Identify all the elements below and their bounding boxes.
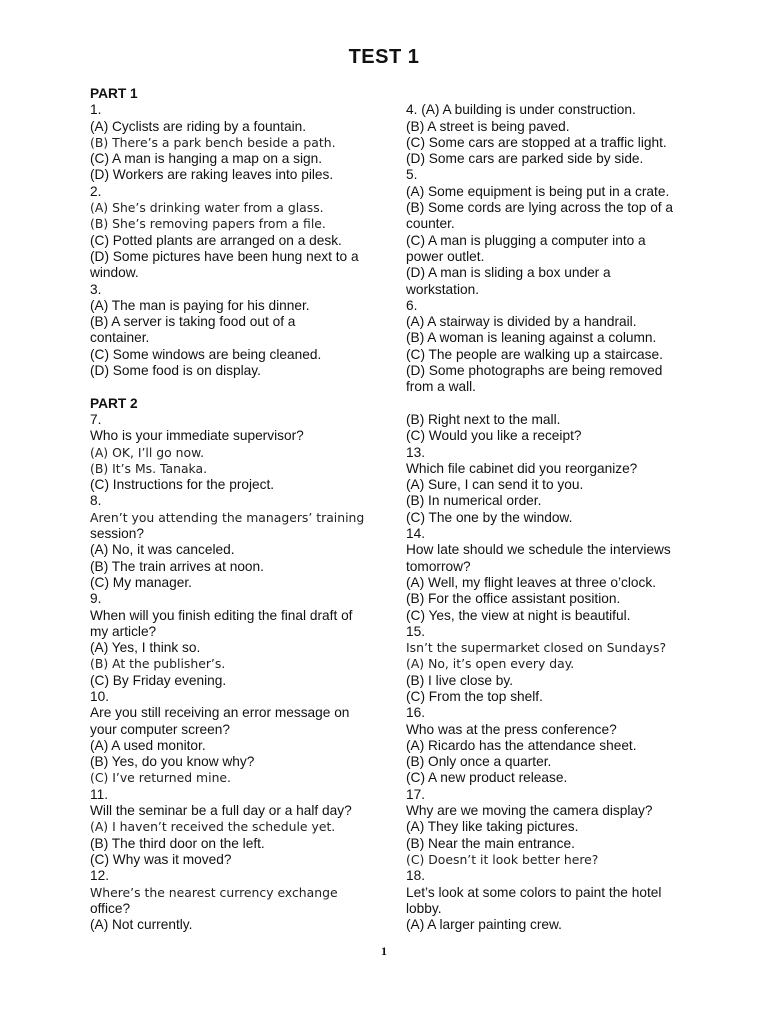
text-line: (C) A man is hanging a map on a sign. [90,151,323,167]
text-line: Aren’t you attending the managers’ training [90,509,365,525]
text-line: 12. [90,868,110,884]
text-line: 16. [406,705,426,721]
text-line: 10. [90,688,110,704]
text-line: (D) Workers are raking leaves into piles. [90,167,334,183]
text-line: (A) They like taking pictures. [406,819,579,835]
text-line: Where’s the nearest currency exchange [90,884,338,900]
text-line: (B) For the office assistant position. [406,591,621,607]
text-line: (B) I live close by. [406,672,513,688]
text-line: Who was at the press conference? [406,721,617,737]
text-line: (B) At the publisher’s. [90,656,226,672]
text-line: 8. [90,493,102,509]
text-line: (B) Near the main entrance. [406,835,575,851]
text-line: (C) The people are walking up a staircase. [406,346,663,362]
text-line: (B) She’s removing papers from a file. [90,216,326,232]
section-heading: PART 1 [90,86,138,101]
text-line: (A) Cyclists are riding by a fountain. [90,118,307,134]
text-line: (D) Some food is on display. [90,363,261,379]
text-line: (A) A stairway is divided by a handrail. [406,314,637,330]
text-line: Isn’t the supermarket closed on Sundays? [406,640,667,656]
text-line: (B) There’s a park bench beside a path. [90,134,336,150]
text-line: your computer screen? [90,721,230,737]
text-line: office? [90,900,131,916]
text-line: 4. (A) A building is under construction. [406,102,636,118]
text-line: (B) Yes, do you know why? [90,754,255,770]
text-line: (C) A man is plugging a computer into a [406,232,646,248]
text-line: Will the seminar be a full day or a half day? [90,803,352,819]
text-line: (A) A used monitor. [90,737,206,753]
text-line: (C) By Friday evening. [90,672,227,688]
text-line: power outlet. [406,248,485,264]
text-line: (C) Would you like a receipt? [406,428,582,444]
text-line: (B) In numerical order. [406,493,542,509]
text-line: (D) Some cars are parked side by side. [406,151,644,167]
text-line: Are you still receiving an error message on [90,705,350,721]
text-line: (A) Sure, I can send it to you. [406,477,584,493]
text-line: (D) Some photographs are being removed [406,363,663,379]
text-line: Which file cabinet did you reorganize? [406,460,638,476]
text-line: (C) Potted plants are arranged on a desk. [90,232,342,248]
text-line: from a wall. [406,379,476,395]
text-line: 14. [406,526,426,542]
text-line: (C) My manager. [90,574,192,590]
text-line: (B) The train arrives at noon. [90,558,264,574]
text-line: 2. [90,183,102,199]
text-line: (C) The one by the window. [406,509,573,525]
section-heading: PART 2 [90,395,138,411]
text-line: 3. [90,281,102,297]
text-line: 13. [406,444,426,460]
text-line: 6. [406,297,418,313]
text-line: counter. [406,216,455,232]
text-line: 9. [90,591,102,607]
text-line: 17. [406,786,426,802]
text-line: Let’s look at some colors to paint the hotel [406,884,662,900]
text-line: (A) Ricardo has the attendance sheet. [406,737,637,753]
text-line: (B) A server is taking food out of a [90,314,296,330]
text-line: (A) Not currently. [90,917,193,933]
page-title: TEST 1 [348,46,420,68]
text-line: (A) The man is paying for his dinner. [90,297,310,313]
text-line: 15. [406,623,426,639]
text-line: Who is your immediate supervisor? [90,428,304,444]
spacer [90,379,375,395]
text-line: (A) A larger painting crew. [406,917,562,933]
text-line: How late should we schedule the interviews [406,542,671,558]
text-line: (C) A new product release. [406,770,568,786]
right-column [406,86,691,933]
text-line: When will you finish editing the final draft of [90,607,353,623]
spacer [406,396,691,412]
text-line: (C) Instructions for the project. [90,477,275,493]
text-line: (C) Some cars are stopped at a traffic light. [406,134,667,150]
left-column [90,86,375,933]
text-line: (C) Doesn’t it look better here? [406,851,599,867]
text-line: (A) She’s drinking water from a glass. [90,200,324,216]
text-line: (A) No, it was canceled. [90,542,235,558]
text-line: (D) A man is sliding a box under a [406,265,611,281]
text-line: 1. [90,102,102,118]
text-line: (D) Some pictures have been hung next to a [90,248,359,264]
text-line: (A) Some equipment is being put in a crate. [406,183,670,199]
text-line: (B) A woman is leaning against a column. [406,330,657,346]
text-line: (A) OK, I’ll go now. [90,444,205,460]
text-line: (B) A street is being paved. [406,118,570,134]
text-line: container. [90,330,150,346]
text-line: (A) I haven’t received the schedule yet. [90,819,336,835]
text-line: 11. [90,786,109,802]
text-line: (B) It’s Ms. Tanaka. [90,460,208,476]
text-line: workstation. [406,281,480,297]
text-line: (C) Yes, the view at night is beautiful. [406,607,631,623]
text-line: (A) Well, my flight leaves at three o’clock. [406,574,657,590]
text-line: (A) Yes, I think so. [90,640,201,656]
text-line: lobby. [406,900,442,916]
page-number: 1 [381,944,387,958]
text-line: my article? [90,623,157,639]
text-line: (C) Some windows are being cleaned. [90,346,322,362]
text-line: 5. [406,167,418,183]
text-line: (C) I’ve returned mine. [90,770,231,786]
text-line: (B) The third door on the left. [90,835,265,851]
text-line: session? [90,526,145,542]
text-line: (C) From the top shelf. [406,688,543,704]
text-line: (C) Why was it moved? [90,851,232,867]
text-line: tomorrow? [406,558,471,574]
text-line: 7. [90,411,102,427]
spacer [406,86,691,102]
text-line: (B) Right next to the mall. [406,411,561,427]
text-line: (B) Only once a quarter. [406,754,552,770]
text-line: (A) No, it’s open every day. [406,656,575,672]
text-line: (B) Some cords are lying across the top of a [406,200,674,216]
text-line: window. [90,265,139,281]
text-line: Why are we moving the camera display? [406,803,653,819]
text-line: 18. [406,868,426,884]
